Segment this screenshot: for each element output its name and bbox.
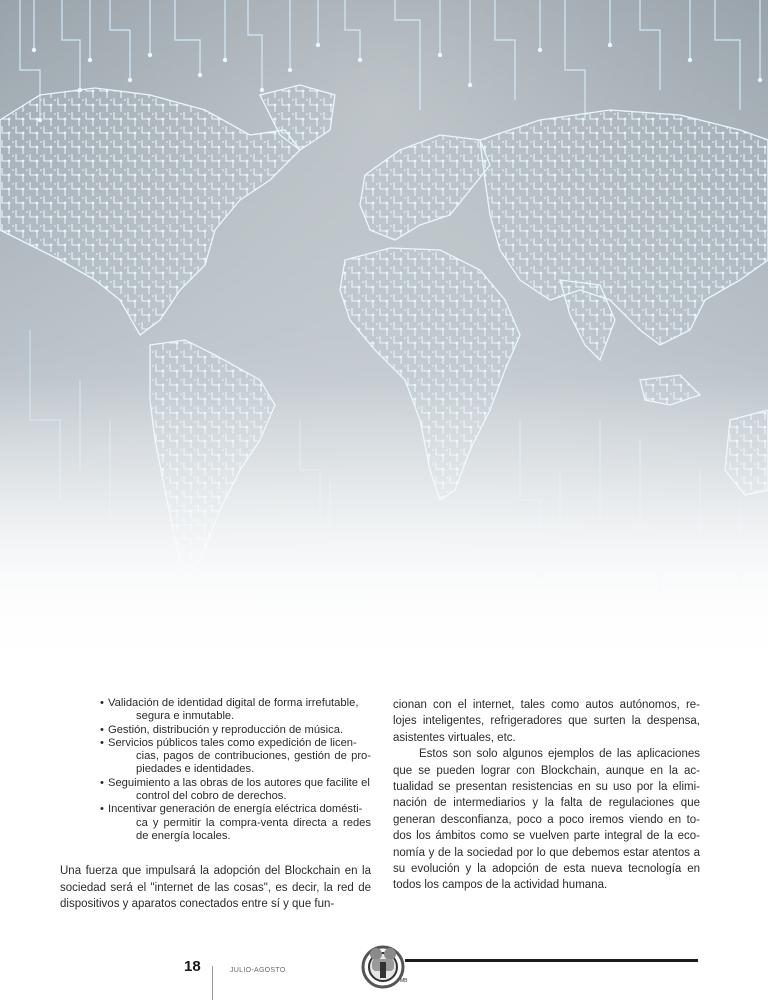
bullet-list [100,697,371,843]
list-item [100,803,371,843]
list-item [100,724,371,737]
body-paragraph: cionan con el internet, tales como autos autónomos, re- lojes inteligentes, refrigeradores que surten la despensa, asistentes virtuales, etc. [393,699,700,744]
page-number: 18 [184,958,201,975]
bullet-icon: • [100,803,104,816]
bullet-text: Seguimiento a las obras de los autores que facilite el control del cobro de derechos. [108,776,370,803]
bullet-icon: • [100,697,104,709]
bullet-icon: • [100,776,104,789]
bullet-icon: • [100,723,104,736]
bullet-text: Gestión, distribución y reproducción de música. [108,723,344,736]
right-column [393,697,700,894]
list-item [100,697,371,724]
issue-label: JULIO-AGOSTO [230,967,286,974]
logo-mark: MB [400,978,408,984]
bullet-text: Incentivar generación de energía eléctrica domésti- ca y permitir la compra-venta directa a redes de energía locales. [108,803,371,842]
body-paragraph: Una fuerza que impulsará la adopción del Blockchain en la sociedad será el "internet de las cosas", es decir, la red de dispositivos y aparatos conectados entre sí y que fun- [60,865,371,911]
footer-rule [405,959,698,962]
footer-divider [212,966,213,1000]
bullet-text: Validación de identidad digital de forma irrefutable, segura e inmutable. [108,697,359,723]
list-item [100,777,371,804]
bullet-icon: • [100,736,104,749]
list-item [100,737,371,777]
left-column [60,697,371,912]
body-paragraph: Estos son solo algunos ejemplos de las aplicaciones que se pueden lograr con Blockchain, aunque en la ac- tualidad se presentan resistencias en su uso por la elimi- nación de intermediarios y la falta de regulaciones que generan desconfianza, poco a poco iremos viendo en to- dos los ámbitos como se vuelven parte integral de la eco- nomía y de la sociedad por lo que debemos estar atentos a su evolución y la adopción de esta nueva tecnología en todos los campos de la actividad humana. [393,748,700,892]
bullet-text: Servicios públicos tales como expedición de licen- cias, pagos de contribuciones, gestión de pro- piedades e identidades. [108,736,371,776]
